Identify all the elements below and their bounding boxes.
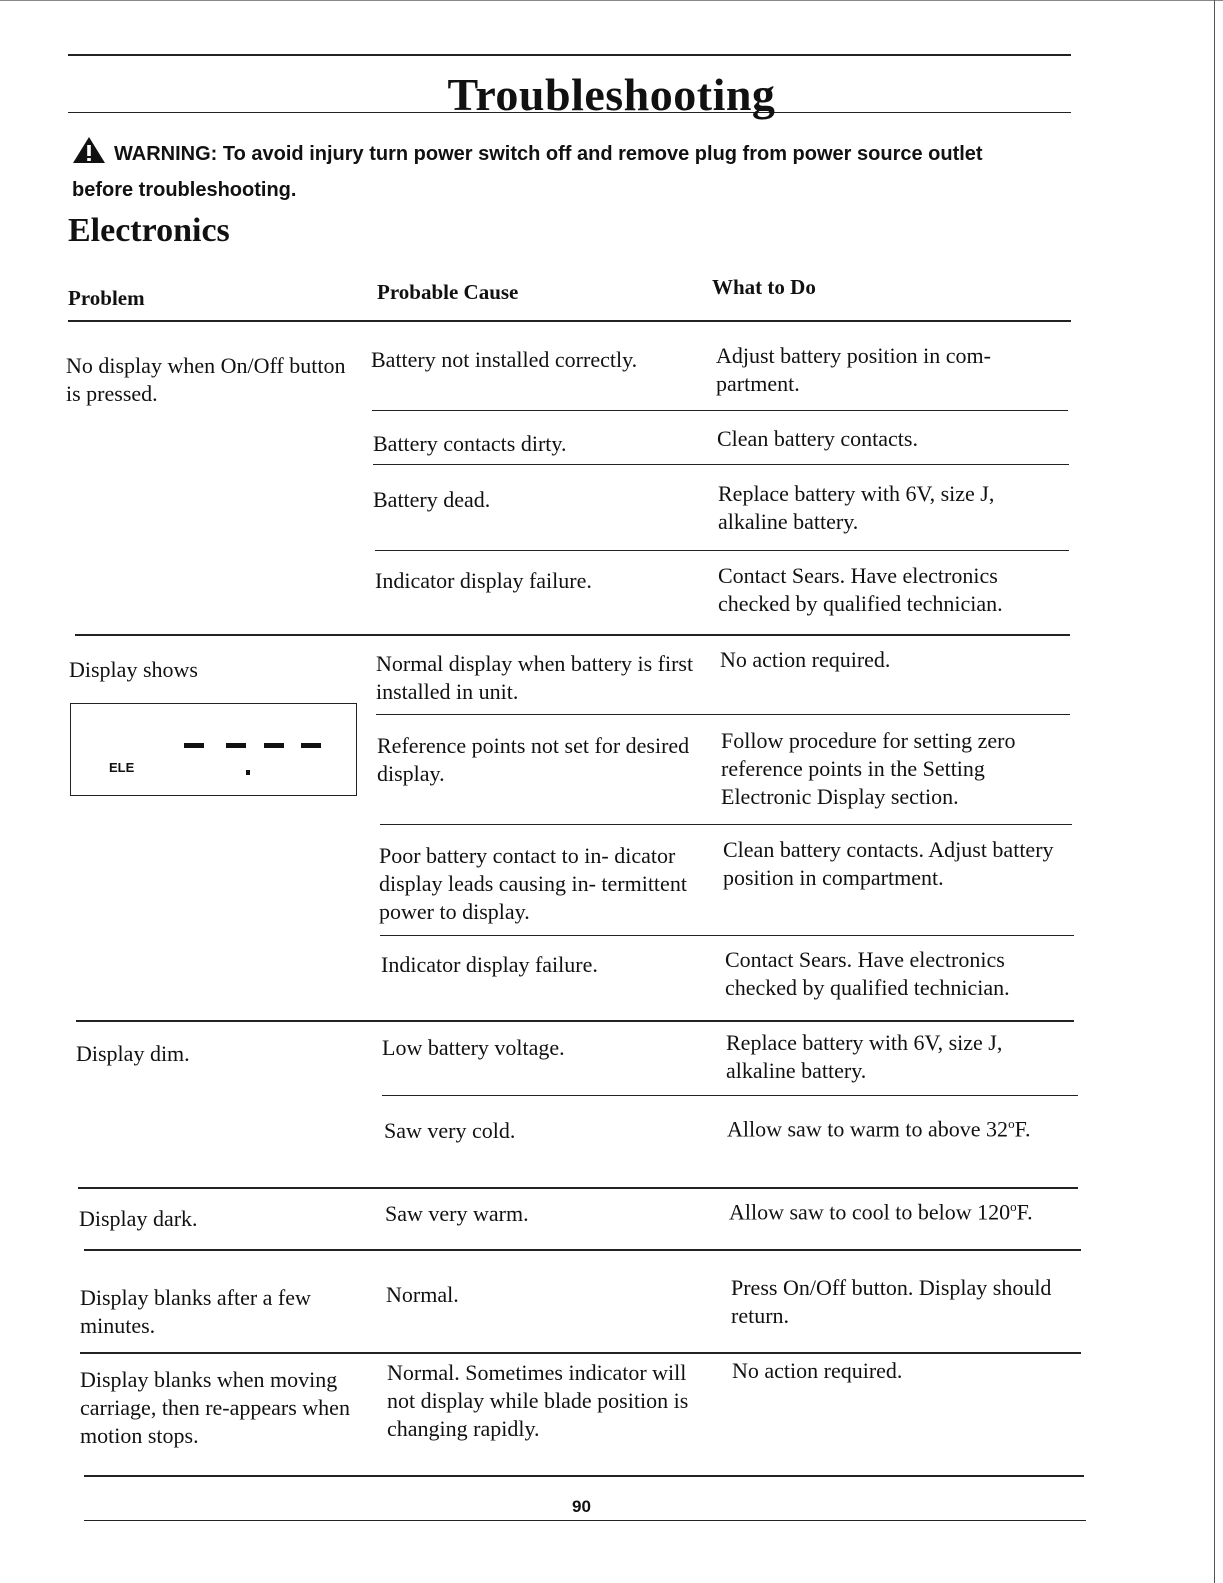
problem-display-dark: Display dark. [79,1206,198,1231]
display-dot [246,770,250,775]
action-cell: No action required. [720,647,891,672]
warning-notice [72,136,1032,206]
warning-label: WARNING: [114,143,218,165]
column-header-problem: Problem [68,286,145,310]
action-cell: Replace battery with 6V, size J, alkaline battery. [726,1030,1003,1083]
warning-triangle-icon [72,136,106,174]
cause-cell: Indicator display failure. [375,568,592,593]
cause-cell: Saw very warm. [385,1201,529,1226]
column-header-action: What to Do [712,275,816,299]
page-title: Troubleshooting [447,69,776,120]
action-cell: Allow saw to cool to below 120$^o$F. [729,1199,1033,1225]
action-cell: No action required. [732,1358,903,1383]
action-cell: Follow procedure for setting zero reference points in the Setting Electronic Display section. [721,728,1016,809]
cause-cell: Poor battery contact to in- dicator display leads causing in- termittent power to display. [379,843,687,924]
cause-cell: Indicator display failure. [381,952,598,977]
page-number: 90 [572,1497,591,1516]
cause-cell: Battery dead. [373,487,491,512]
cause-cell: Battery not installed correctly. [371,347,638,372]
cause-cell: Normal. Sometimes indicator will not display while blade position is changing rapidly. [387,1360,689,1441]
problem-display-blanks: Display blanks after a few minutes. [80,1285,311,1338]
display-dash [264,743,284,748]
display-label: ELE [109,760,135,775]
column-header-cause: Probable Cause [377,280,519,304]
action-cell: Adjust battery position in com- partment. [716,343,991,396]
cause-cell: Normal. [386,1282,459,1307]
action-cell: Replace battery with 6V, size J, alkaline battery. [718,481,995,534]
action-cell: Allow saw to warm to above 32$^o$F. [727,1116,1031,1142]
action-cell: Press On/Off button. Display should return. [731,1275,1052,1328]
cause-cell: Battery contacts dirty. [373,431,567,456]
cause-cell: Saw very cold. [384,1118,516,1143]
display-illustration [70,703,357,796]
action-cell: Contact Sears. Have electronics checked by qualified technician. [725,947,1010,1000]
problem-display-shows: Display shows [69,657,198,682]
cause-cell: Reference points not set for desired display. [377,733,690,786]
action-cell: Clean battery contacts. Adjust battery position in compartment. [723,837,1054,890]
cause-cell: Normal display when battery is first installed in unit. [376,651,694,704]
display-dash [226,743,246,748]
display-dash [184,743,204,748]
problem-display-dim: Display dim. [76,1041,190,1066]
action-cell: Contact Sears. Have electronics checked by qualified technician. [718,563,1003,616]
display-dash [301,743,321,748]
action-cell: Clean battery contacts. [717,426,918,451]
problem-display-blanks-moving: Display blanks when moving carriage, then re-appears when motion stops. [80,1367,350,1448]
problem-no-display: No display when On/Off button is pressed. [66,353,346,406]
warning-text: To avoid injury turn power switch off and remove plug from power source outlet before troubleshooting. [72,143,983,201]
section-title: Electronics [68,212,230,249]
cause-cell: Low battery voltage. [382,1035,565,1060]
